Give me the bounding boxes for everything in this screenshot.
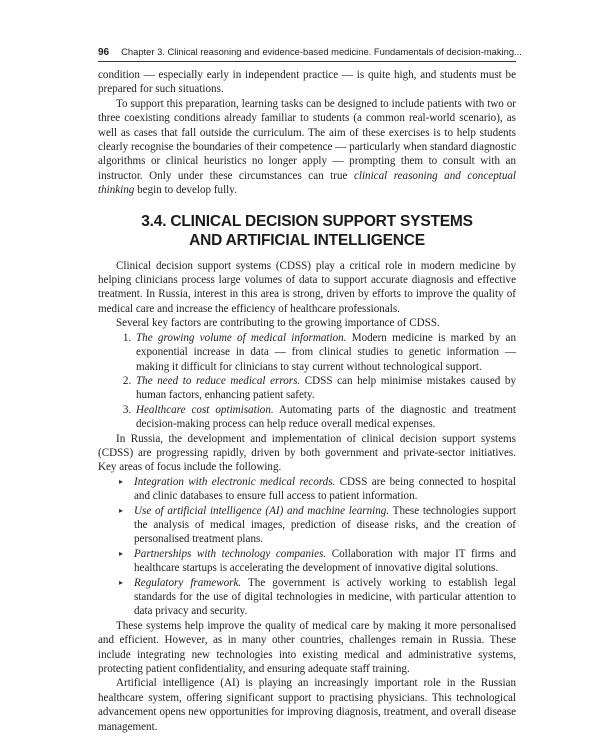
list-item-text: CDSS can help minimise mistakes caused by human factors, enhancing patient safety. xyxy=(136,374,516,402)
list-item xyxy=(119,547,516,576)
paragraph-text: To support this preparation, learning tasks can be designed to include patients with two or three coexisting conditions already familiar to students (a common real-world scenario), as well as cases that fall outside the curriculum. The aim of these exercises is to help students clearly recognise the boundaries of their competence — particularly when standard diagnostic algorithms or clinical heuristics no longer apply — prompting them to consult with an instructor. Only under these circumstances can true xyxy=(98,97,516,182)
list-item-text: These technologies support the analysis of medical images, prediction of disease risks, and the creation of personalised treatment plans. xyxy=(134,504,516,546)
section-heading-line: AND ARTIFICIAL INTELLIGENCE xyxy=(189,231,425,249)
list-item xyxy=(119,576,516,619)
list-item-title: Use of artificial intelligence (AI) and machine learning. xyxy=(134,504,390,517)
bullet-arrow-icon: ▸ xyxy=(119,548,124,558)
running-header xyxy=(98,46,522,58)
running-title: Chapter 3. Clinical reasoning and evidence-based medicine. Fundamentals of decision-making... xyxy=(121,46,522,57)
list-item-title: Integration with electronic medical records. xyxy=(134,475,336,488)
list-item-text: Modern medicine is marked by an exponential increase in data — from clinical studies to genetic information — making it difficult for clinicians to stay current without technological support. xyxy=(136,331,517,373)
paragraph: In Russia, the development and implementation of clinical decision support systems (CDSS) are progressing rapidly, driven by both government and private-sector initiatives. Key areas of focus include the following. xyxy=(98,432,516,474)
list-item-text: CDSS are being connected to hospital and clinic databases to ensure full access to patient information. xyxy=(134,475,516,503)
header-rule xyxy=(98,61,516,62)
page-body xyxy=(98,68,516,734)
list-item-text: Collaboration with major IT firms and healthcare startups is accelerating the development of innovative digital solutions. xyxy=(134,547,516,575)
bullet-arrow-icon: ▸ xyxy=(119,505,124,515)
list-item xyxy=(119,504,516,547)
focus-areas-list xyxy=(98,475,516,619)
list-item xyxy=(134,331,516,374)
list-item-title: Healthcare cost optimisation. xyxy=(136,403,274,416)
paragraph: These systems help improve the quality of medical care by making it more personalised and efficient. However, as in many other countries, challenges remain in Russia. These include integrating new technologies into existing medical and administrative systems, protecting patient confidentiality, and ensuring adequate staff training. xyxy=(98,619,516,676)
paragraph-text: begin to develop fully. xyxy=(134,184,237,197)
list-item-text: The government is actively working to establish legal standards for the use of digital technologies in medicine, with particular attention to data privacy and security. xyxy=(134,576,516,618)
list-item-text: Automating parts of the diagnostic and treatment decision-making process can help reduce overall medical expenses. xyxy=(136,403,516,431)
list-item-title: The growing volume of medical information. xyxy=(136,331,347,344)
paragraph xyxy=(98,97,516,198)
section-heading xyxy=(98,212,516,250)
bullet-arrow-icon: ▸ xyxy=(119,476,124,486)
bullet-arrow-icon: ▸ xyxy=(119,577,124,587)
section-heading-line: 3.4. CLINICAL DECISION SUPPORT SYSTEMS xyxy=(141,212,473,230)
factors-list xyxy=(98,331,516,432)
list-item-title: The need to reduce medical errors. xyxy=(136,374,301,387)
list-item-title: Partnerships with technology companies. xyxy=(134,547,327,560)
paragraph: Several key factors are contributing to the growing importance of CDSS. xyxy=(116,317,440,330)
list-item xyxy=(134,403,516,432)
list-item-title: Regulatory framework. xyxy=(134,576,242,589)
paragraph: condition — especially early in independent practice — is quite high, and students must be prepared for such situations. xyxy=(98,69,516,96)
list-item xyxy=(134,374,516,403)
list-item xyxy=(119,475,516,504)
paragraph: Artificial intelligence (AI) is playing an increasingly important role in the Russian healthcare system, offering significant support to practising physicians. This technological advancement opens new opportunities for improving diagnosis, treatment, and overall disease management. xyxy=(98,677,516,733)
emphasis-text: clinical reasoning and conceptual thinking xyxy=(98,169,516,197)
page-number: 96 xyxy=(98,47,110,58)
paragraph: Clinical decision support systems (CDSS) play a critical role in modern medicine by helping clinicians process large volumes of data to support accurate diagnosis and effective treatment. In Russia, interest in this area is strong, driven by efforts to improve the quality of medical care and increase the efficiency of healthcare professionals. xyxy=(98,259,516,315)
